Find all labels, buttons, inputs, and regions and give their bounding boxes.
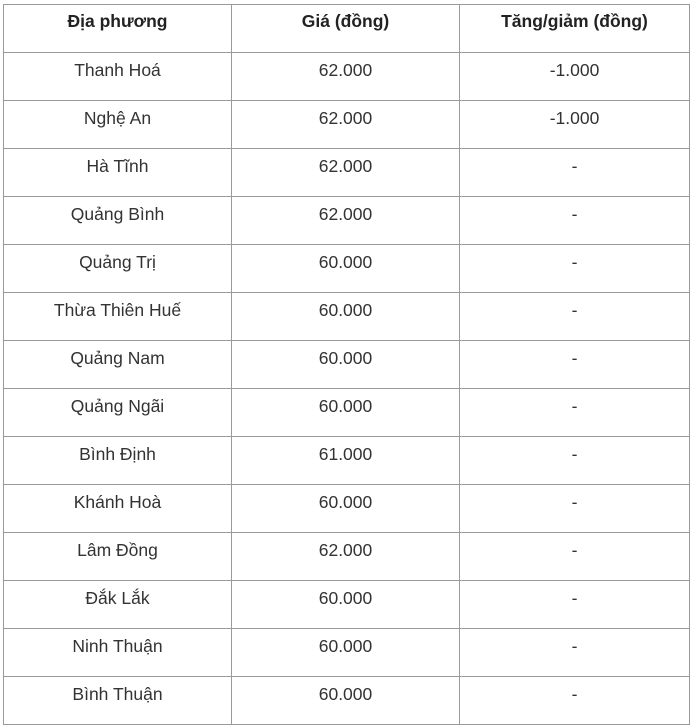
- cell-locality: Quảng Trị: [4, 245, 232, 293]
- table-row: [4, 149, 690, 197]
- cell-locality: Hà Tĩnh: [4, 149, 232, 197]
- table-row: [4, 341, 690, 389]
- cell-change: -: [460, 149, 690, 197]
- table-row: [4, 485, 690, 533]
- cell-price: 60.000: [232, 389, 460, 437]
- cell-locality: Bình Định: [4, 437, 232, 485]
- cell-locality: Quảng Nam: [4, 341, 232, 389]
- header-locality: Địa phương: [4, 5, 232, 53]
- cell-price: 62.000: [232, 197, 460, 245]
- cell-change: -: [460, 581, 690, 629]
- cell-locality: Đắk Lắk: [4, 581, 232, 629]
- cell-change: -1.000: [460, 101, 690, 149]
- cell-locality: Quảng Bình: [4, 197, 232, 245]
- header-price: Giá (đồng): [232, 5, 460, 53]
- table-row: [4, 293, 690, 341]
- cell-price: 60.000: [232, 485, 460, 533]
- cell-change: -: [460, 197, 690, 245]
- cell-price: 60.000: [232, 581, 460, 629]
- cell-change: -: [460, 341, 690, 389]
- cell-change: -: [460, 533, 690, 581]
- cell-change: -: [460, 437, 690, 485]
- cell-locality: Bình Thuận: [4, 677, 232, 725]
- cell-change: -: [460, 389, 690, 437]
- cell-price: 60.000: [232, 629, 460, 677]
- cell-price: 62.000: [232, 149, 460, 197]
- table-row: [4, 533, 690, 581]
- cell-locality: Thừa Thiên Huế: [4, 293, 232, 341]
- table-row: [4, 245, 690, 293]
- cell-price: 61.000: [232, 437, 460, 485]
- cell-change: -: [460, 293, 690, 341]
- header-change: Tăng/giảm (đồng): [460, 5, 690, 53]
- table-row: [4, 197, 690, 245]
- cell-price: 60.000: [232, 341, 460, 389]
- cell-locality: Thanh Hoá: [4, 53, 232, 101]
- cell-locality: Khánh Hoà: [4, 485, 232, 533]
- cell-locality: Quảng Ngãi: [4, 389, 232, 437]
- table-row: [4, 389, 690, 437]
- cell-price: 60.000: [232, 293, 460, 341]
- table-header-row: [4, 5, 690, 53]
- cell-change: -: [460, 245, 690, 293]
- table-row: [4, 581, 690, 629]
- cell-change: -: [460, 485, 690, 533]
- cell-price: 60.000: [232, 245, 460, 293]
- cell-price: 60.000: [232, 677, 460, 725]
- table-row: [4, 629, 690, 677]
- cell-change: -1.000: [460, 53, 690, 101]
- table-row: [4, 677, 690, 725]
- table-row: [4, 53, 690, 101]
- cell-price: 62.000: [232, 101, 460, 149]
- cell-locality: Nghệ An: [4, 101, 232, 149]
- cell-change: -: [460, 677, 690, 725]
- table-row: [4, 437, 690, 485]
- cell-locality: Ninh Thuận: [4, 629, 232, 677]
- cell-price: 62.000: [232, 533, 460, 581]
- cell-price: 62.000: [232, 53, 460, 101]
- cell-locality: Lâm Đồng: [4, 533, 232, 581]
- pig-price-table: [3, 4, 690, 725]
- cell-change: -: [460, 629, 690, 677]
- table-row: [4, 101, 690, 149]
